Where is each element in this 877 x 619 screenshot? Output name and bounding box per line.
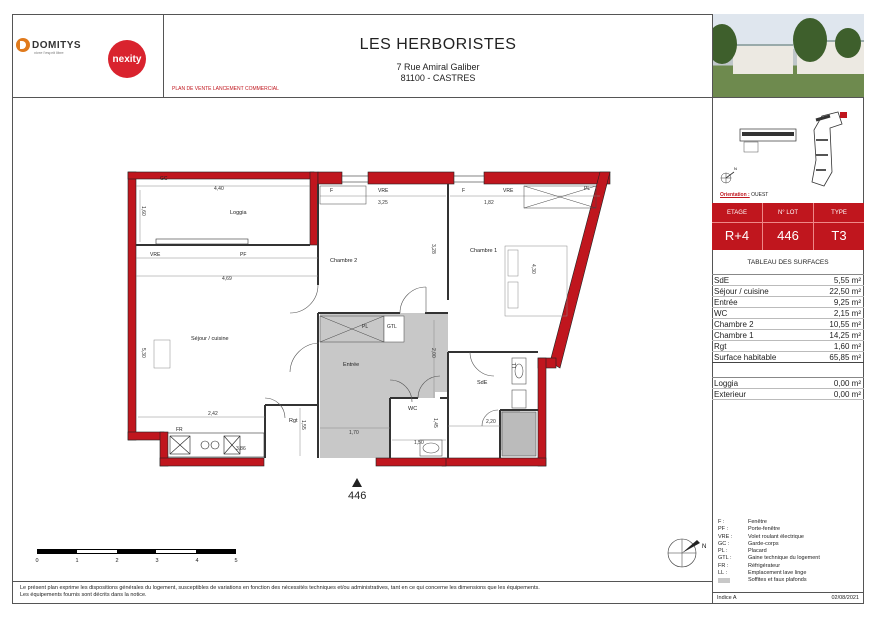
indice-date: 02/08/2021 bbox=[831, 595, 859, 601]
wall-south bbox=[160, 458, 264, 466]
label-f: F bbox=[330, 188, 334, 194]
dim-170: 1,70 bbox=[349, 430, 359, 436]
legend-row bbox=[718, 577, 820, 586]
surface-value: 14,25 m² bbox=[829, 331, 861, 340]
window-sejour bbox=[156, 239, 248, 244]
lot-numero-value: 446 bbox=[763, 223, 814, 250]
dim-220: 2,20 bbox=[486, 419, 496, 425]
label-vre: VRE bbox=[503, 188, 514, 194]
scale-tick: 4 bbox=[195, 558, 199, 564]
compass-north-label: N bbox=[702, 544, 707, 550]
legend-value: Placard bbox=[748, 548, 767, 555]
legend-row bbox=[718, 548, 820, 555]
surface-row bbox=[712, 378, 864, 389]
dim-440: 4,40 bbox=[214, 186, 224, 192]
nexity-logo: nexity bbox=[108, 40, 146, 78]
surface-row bbox=[712, 275, 864, 286]
surface-value: 0,00 m² bbox=[833, 390, 861, 399]
photo-tree bbox=[835, 28, 861, 58]
dim-469: 4,69 bbox=[222, 276, 232, 282]
wall-north-loggia bbox=[128, 172, 314, 179]
orientation-row bbox=[720, 192, 768, 198]
label-vre: VRE bbox=[150, 252, 161, 258]
orientation-value: OUEST bbox=[751, 192, 769, 198]
dim-145: 1,45 bbox=[432, 418, 438, 428]
label-pl: PL bbox=[584, 186, 591, 192]
legend-row bbox=[718, 534, 820, 541]
label-gc: GC bbox=[160, 176, 168, 182]
window-chambre2 bbox=[342, 176, 368, 182]
label-fr: FR bbox=[176, 427, 183, 433]
domitys-tagline: vivre l'esprit libre bbox=[34, 50, 64, 55]
room-sejour-label: Séjour / cuisine bbox=[191, 336, 229, 342]
scale-tick: 0 bbox=[35, 558, 39, 564]
surface-name: Surface habitable bbox=[714, 353, 777, 362]
dim-386: 3,86 bbox=[236, 446, 246, 452]
legend-value: Réfrigérateur bbox=[748, 562, 781, 569]
room-sde-label: SdE bbox=[477, 380, 488, 386]
placard-chambre2 bbox=[320, 186, 366, 204]
wall-east bbox=[538, 358, 546, 466]
room-entree-label: Entrée bbox=[343, 362, 360, 368]
surface-value: 1,60 m² bbox=[833, 342, 861, 351]
revision-strip bbox=[712, 592, 864, 603]
label-f: F bbox=[462, 188, 466, 194]
lot-etage-value: R+4 bbox=[712, 223, 763, 250]
lot-entrance-marker bbox=[348, 478, 366, 502]
legend-value: Fenêtre bbox=[748, 519, 767, 525]
legend-key: PF : bbox=[718, 526, 729, 533]
lot-info-table bbox=[712, 203, 864, 250]
address-line1: 7 Rue Amiral Galiber bbox=[396, 62, 480, 72]
legend-row bbox=[718, 570, 820, 577]
disclaimer bbox=[12, 581, 712, 602]
scale-tick: 5 bbox=[234, 558, 238, 564]
room-loggia-label: Loggia bbox=[230, 210, 247, 216]
legend-row bbox=[718, 526, 820, 533]
legend-row bbox=[718, 541, 820, 548]
wall-north bbox=[484, 172, 610, 184]
dim-530: 5,30 bbox=[140, 348, 146, 358]
legend-key: GC : bbox=[718, 540, 730, 547]
legend-key: VRE : bbox=[718, 533, 733, 540]
surface-value: 5,55 m² bbox=[833, 276, 861, 285]
surface-row bbox=[712, 341, 864, 352]
legend-value: Emplacement lave linge bbox=[748, 570, 807, 577]
dim-155: 1,55 bbox=[300, 420, 306, 430]
dim-150: 1,50 bbox=[414, 440, 424, 446]
legend-key: GTL : bbox=[718, 555, 732, 562]
surface-name: Exterieur bbox=[714, 390, 747, 399]
label-pl: PL bbox=[362, 324, 369, 330]
compass bbox=[668, 539, 706, 567]
legend-value: Soffites et faux plafonds bbox=[748, 577, 807, 584]
label-gtl: GTL bbox=[387, 324, 397, 330]
room-rgt-label: Rgt bbox=[289, 418, 298, 424]
dim-242: 2,42 bbox=[208, 411, 218, 417]
dim-328: 3,28 bbox=[430, 244, 436, 254]
wall-diagonal bbox=[550, 172, 610, 368]
room-chambre1-label: Chambre 1 bbox=[470, 248, 498, 254]
lot-marker-number: 446 bbox=[348, 490, 367, 502]
project-title: LES HERBORISTES bbox=[359, 36, 517, 53]
surface-name: Rgt bbox=[714, 342, 727, 351]
legend-value: Gaine technique du logement bbox=[748, 555, 820, 562]
surface-value: 2,15 m² bbox=[833, 309, 861, 318]
scale-tick: 2 bbox=[115, 558, 119, 564]
address-line2: 81100 - CASTRES bbox=[400, 73, 476, 83]
surface-row bbox=[712, 319, 864, 330]
surface-row bbox=[712, 297, 864, 308]
surface-value: 9,25 m² bbox=[833, 298, 861, 307]
key-plan-north-label: N bbox=[734, 166, 737, 171]
room-wc-label: WC bbox=[408, 406, 418, 412]
surface-row bbox=[712, 330, 864, 341]
legend-key: FR : bbox=[718, 562, 729, 569]
plan-type-label: PLAN DE VENTE LANCEMENT COMMERCIAL bbox=[172, 86, 279, 92]
key-plan bbox=[712, 100, 864, 200]
lot-type-value: T3 bbox=[831, 228, 847, 243]
surface-name: WC bbox=[714, 309, 728, 318]
dim-200: 2,00 bbox=[430, 348, 436, 358]
legend-value: Volet roulant électrique bbox=[748, 533, 804, 540]
wall-north bbox=[368, 172, 454, 184]
legend-key: PL : bbox=[718, 548, 728, 555]
room-chambre2-label: Chambre 2 bbox=[330, 258, 358, 264]
surface-value: 22,50 m² bbox=[829, 287, 861, 296]
photo-tree bbox=[793, 18, 827, 62]
lot-header-etage: ETAGE bbox=[712, 203, 763, 223]
surface-name: SdE bbox=[714, 276, 730, 285]
indice-label: Indice A bbox=[717, 595, 737, 601]
kitchen bbox=[154, 340, 264, 457]
dim-430: 4,30 bbox=[530, 264, 536, 274]
scale-tick: 1 bbox=[75, 558, 79, 564]
surface-name: Entrée bbox=[714, 298, 738, 307]
surface-name: Chambre 2 bbox=[714, 320, 754, 329]
orientation-label: Orientation : bbox=[720, 192, 750, 198]
legend-key: F : bbox=[718, 519, 725, 525]
key-plan-building bbox=[740, 112, 847, 186]
entrance-arrow-icon bbox=[352, 478, 362, 487]
label-ll: LL bbox=[512, 362, 518, 368]
wall-loggia-east bbox=[310, 172, 318, 245]
legend-value: Porte-fenêtre bbox=[748, 526, 781, 533]
surface-name: Séjour / cuisine bbox=[714, 287, 769, 296]
scale-bar bbox=[35, 549, 238, 564]
dim-160: 1,60 bbox=[140, 206, 146, 216]
surface-value: 0,00 m² bbox=[833, 379, 861, 388]
legend bbox=[718, 519, 820, 587]
domitys-name: DOMITYS bbox=[32, 39, 82, 51]
disclaimer-line1: Le présent plan exprime les dispositions générales du logement, susceptibles de variations en fonction des nécessités techniques et/ou administratives, tant en ce qui concerne les dimensions que les équipements. bbox=[20, 585, 540, 591]
wall-south bbox=[442, 458, 546, 466]
wall-north bbox=[318, 172, 342, 184]
wall-west bbox=[128, 172, 136, 440]
legend-row bbox=[718, 519, 820, 526]
surface-name: Loggia bbox=[714, 379, 739, 388]
surface-row bbox=[712, 389, 864, 400]
lot-header-numero: N° LOT bbox=[763, 203, 814, 223]
surface-row bbox=[712, 308, 864, 319]
key-plan-compass bbox=[721, 166, 737, 183]
label-pf: PF bbox=[240, 252, 247, 258]
photo-building-left bbox=[733, 44, 793, 74]
surface-row bbox=[712, 286, 864, 297]
surface-value: 10,55 m² bbox=[829, 320, 861, 329]
disclaimer-line2: Les équipements fournis sont décrits dans la notice. bbox=[20, 592, 147, 598]
bed bbox=[505, 246, 567, 316]
lot-header-type: TYPE bbox=[814, 203, 864, 223]
surface-value: 65,85 m² bbox=[829, 353, 861, 362]
legend-row bbox=[718, 555, 820, 562]
legend-key: LL : bbox=[718, 570, 727, 577]
label-vre: VRE bbox=[378, 188, 389, 194]
dim-182: 1,82 bbox=[484, 200, 494, 206]
building-photo bbox=[712, 14, 864, 98]
legend-row bbox=[718, 563, 820, 570]
window-chambre1 bbox=[454, 176, 484, 182]
surfaces-table bbox=[712, 274, 864, 363]
scale-tick: 3 bbox=[155, 558, 159, 564]
wall-south bbox=[376, 458, 446, 466]
exterior-surfaces-table bbox=[712, 377, 864, 400]
surfaces-title: TABLEAU DES SURFACES bbox=[747, 259, 829, 266]
dim-325: 3,25 bbox=[378, 200, 388, 206]
wall-south-west bbox=[128, 432, 164, 440]
surface-total-row bbox=[712, 352, 864, 363]
soffit-swatch bbox=[718, 578, 730, 583]
legend-value: Garde-corps bbox=[748, 540, 779, 547]
surface-name: Chambre 1 bbox=[714, 331, 754, 340]
